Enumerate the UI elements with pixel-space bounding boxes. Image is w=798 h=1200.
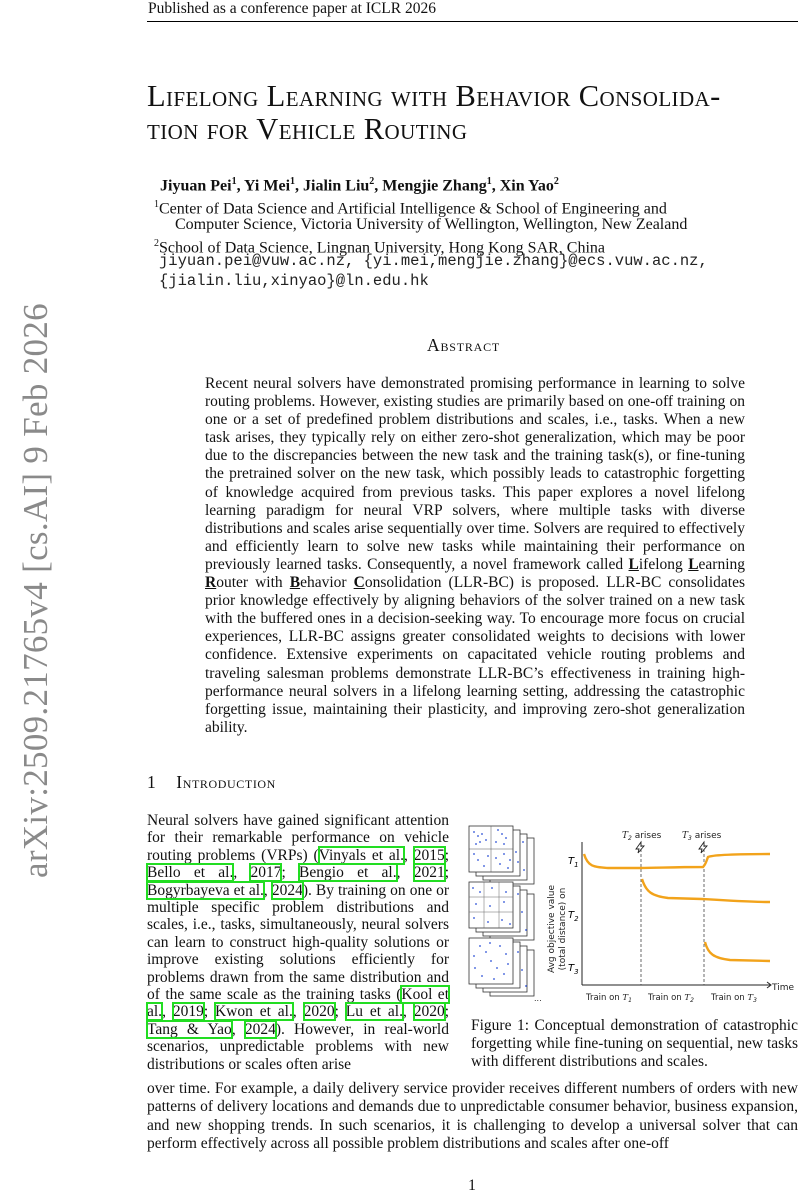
body-text: ; bbox=[444, 1003, 450, 1021]
abstract-text: Recent neural solvers have demonstrated promising performance in learning to solve routing problems. However, existing studies are primarily based on one-off training on one or a set of predefined problem distributions and scales, i.e., tasks. When a new task arises, they typically rely on either zero-shot generalization, which may be poor due to the discrepancies between the new task and the training task(s), or fine-tuning the pretrained solver on the new task, which possibly leads to catastrophic forgetting of knowledge acquired from previous tasks. This paper explores a novel lifelong learning paradigm for neural VRP solvers, where multiple tasks with diverse distributions and scales arise sequentially over time. Solvers are required to effectively and efficiently learn to solve new tasks while maintaining their performance on previously learned tasks. Consequently, a novel framework called bbox=[205, 375, 745, 573]
task-boundaries bbox=[641, 844, 704, 985]
abstract-text: onsolidation bbox=[364, 574, 442, 592]
acronym-letter: C bbox=[353, 574, 365, 592]
citation-link[interactable]: 2020 bbox=[303, 1003, 335, 1021]
section-title: Introduction bbox=[176, 772, 276, 792]
t3-arises-label: $T_3$ arises bbox=[682, 831, 722, 842]
abstract-text: earning bbox=[698, 555, 746, 573]
citation-link[interactable]: Bogyrbayeva et al. bbox=[147, 881, 264, 899]
x-axis-time-label: Time bbox=[772, 983, 795, 993]
affiliation-text: School of Data Science, Lingnan University, Hong Kong SAR, China bbox=[159, 239, 606, 257]
y-axis-label bbox=[547, 885, 568, 974]
affiliation-mark: 1 bbox=[154, 199, 159, 210]
title-line-1: Lifelong Learning with Behavior Consolida- bbox=[147, 79, 721, 113]
acronym-letter: R bbox=[205, 574, 217, 592]
intro-paragraph-continued: over time. For example, a daily delivery service provider receives different numbers of orders with new patterns of delivery locations and demands due to unpredictable consumer behavior, business expansion, and new shopping trends. In such scenarios, it is challenging to develop a universal solver that can perform effectively across all possible problem distributions and scales after one-off bbox=[147, 1080, 798, 1152]
author-name: Jiyuan Pei bbox=[160, 177, 232, 195]
citation-link[interactable]: 2017 bbox=[250, 864, 282, 882]
abstract-text: ifelong bbox=[638, 555, 689, 573]
citation-link[interactable]: Kwon et al. bbox=[214, 1003, 293, 1021]
x-label-train-t3: Train on $T_3$ bbox=[711, 993, 757, 1004]
x-label-train-t2: Train on $T_2$ bbox=[648, 993, 694, 1004]
author-affiliation-mark: 1 bbox=[486, 176, 492, 187]
citation-link[interactable]: Kool et al. bbox=[147, 986, 449, 1021]
author-name: Mengjie Zhang bbox=[382, 177, 487, 195]
page-number: 1 bbox=[468, 1177, 476, 1194]
task-label-t1: $T_1$ bbox=[568, 856, 579, 869]
intro-paragraph: Neural solvers have gained significant attention for their remarkable performance on vehicle routing problems (VRPs) (Vinyals et al., 2015; Bello et al., 2017; Bengio et al., 2021; Bogyrbayeva et al., 2024). By training on one or multiple specific problem distributions and scales, i.e., tasks, simultaneously, neural solvers can learn to construct high-quality solutions or improve existing solutions efficiently for problems drawn from the same distribution and of the same scale as the training tasks (Kool et al., 2019; Kwon et al., 2020; Lu et al., 2020; Tang & Yao, 2024). However, in real-world scenarios, unpredictable problems with new distributions or scales often arise bbox=[147, 812, 450, 1073]
task-label-t3: $T_3$ bbox=[568, 963, 579, 976]
arxiv-identifier: arXiv:2509.21765v4 [cs.AI] 9 Feb 2026 bbox=[16, 303, 55, 878]
citation-link[interactable]: 2020 bbox=[413, 1003, 445, 1021]
body-text: ; bbox=[334, 1003, 346, 1021]
citation-link[interactable]: Bengio et al. bbox=[299, 864, 397, 882]
figure-caption: Figure 1: Conceptual demonstration of catastrophic forgetting while fine-tuning on sequential, new tasks with different distributions and scales. bbox=[471, 1017, 798, 1071]
abstract-text: outer with bbox=[216, 574, 290, 592]
acronym-letter: L bbox=[688, 555, 699, 573]
citation-link[interactable]: 2019 bbox=[172, 1003, 204, 1021]
body-text: ). By training on one or multiple specific problem distributions and scales, i.e., tasks, simultaneously, neural solvers can learn to construct high-quality solutions or improve existing solutions efficiently for problems drawn from the same distribution and of the same scale as the training tasks ( bbox=[147, 881, 449, 1004]
email-line-1: jiyuan.pei@vuw.ac.nz, {yi.mei,mengjie.zhang}@ecs.vuw.ac.nz, bbox=[159, 252, 708, 270]
citation-link[interactable]: Vinyals et al. bbox=[318, 846, 404, 864]
cvrp-instance-stack-3 bbox=[469, 938, 534, 996]
body-text: ; bbox=[444, 864, 450, 882]
citation-link[interactable]: 2021 bbox=[413, 864, 445, 882]
cvrp-instance-stack-2 bbox=[469, 882, 534, 940]
body-text: ; bbox=[444, 846, 449, 864]
affiliation-text: Center of Data Science and Artificial Intelligence & School of Engineering and bbox=[159, 200, 667, 218]
author-list: Jiyuan Pei$^1$, Yi Mei$^1$, Jialin Liu$^2$, Mengjie Zhang$^1$, Xin Yao$^2$ bbox=[160, 176, 559, 195]
author-affiliation-mark: 1 bbox=[290, 176, 296, 187]
author-affiliation-mark: 1 bbox=[231, 176, 237, 187]
section-heading bbox=[147, 772, 276, 793]
author-name: Yi Mei bbox=[243, 177, 291, 195]
performance-curves bbox=[584, 854, 770, 961]
axes bbox=[582, 842, 771, 988]
citation-link[interactable]: 2024 bbox=[244, 1020, 276, 1038]
task-label-t2: $T_2$ bbox=[568, 910, 579, 923]
acronym-letter: B bbox=[289, 574, 301, 592]
affiliation-mark: 2 bbox=[154, 238, 159, 249]
citation-link[interactable]: Tang & Yao bbox=[147, 1020, 232, 1038]
running-header: Published as a conference paper at ICLR 2026 bbox=[148, 0, 436, 17]
y-axis-label-line-2: (total distance) on bbox=[558, 887, 568, 971]
author-name: Xin Yao bbox=[499, 177, 554, 195]
author-affiliation-mark: 2 bbox=[369, 176, 375, 187]
acronym-letter: L bbox=[628, 555, 639, 573]
author-affiliation-mark: 2 bbox=[553, 176, 559, 187]
body-text: ; bbox=[281, 864, 300, 882]
figure-1 bbox=[468, 822, 796, 1010]
citation-link[interactable]: Bello et al. bbox=[147, 864, 234, 882]
author-name: Jialin Liu bbox=[303, 177, 370, 195]
abstract-heading: Abstract bbox=[427, 335, 501, 355]
y-axis-label-line-1: Avg objective value bbox=[547, 884, 557, 974]
title-line-2: tion for Vehicle Routing bbox=[147, 112, 468, 146]
citation-link[interactable]: 2024 bbox=[271, 881, 303, 899]
body-text: ; bbox=[203, 1003, 215, 1021]
abstract-text: ehavior bbox=[300, 574, 354, 592]
abstract-body bbox=[205, 375, 745, 737]
arrival-markers bbox=[636, 842, 707, 853]
affiliation-1-cont: Computer Science, Victoria University of Wellington, Wellington, New Zealand bbox=[175, 216, 688, 233]
abstract-text: (LLR-BC) is proposed. LLR-BC consolidates prior knowledge effectively by aligning behaviors of the solver trained on a new task with the buffered ones in a decision-seeking way. To encourage more focus on crucial experiences, LLR-BC assigns greater consolidated weights to decisions with lower confidence. Extensive experiments on capacitated vehicle routing problems and traveling salesman problems demonstrate LLR-BC’s effectiveness in training high-performance neural solvers in a lifelong learning setting, addressing the catastrophic forgetting issue, maintaining their plasticity, and improving zero-shot generalization ability. bbox=[205, 574, 745, 736]
citation-link[interactable]: Lu et al. bbox=[345, 1003, 403, 1021]
body-text: Neural solvers have gained significant attention for their remarkable performance on vehicle routing problems (VRPs) ( bbox=[147, 812, 449, 864]
t2-arises-label: $T_2$ arises bbox=[622, 831, 662, 842]
section-number: 1 bbox=[147, 772, 157, 792]
body-text: ). However, in real-world scenarios, unpredictable problems with new distributions or scales often arise bbox=[147, 1020, 449, 1073]
cvrp-instance-stack-1 bbox=[469, 826, 534, 884]
paper-title bbox=[147, 80, 798, 146]
header-rule bbox=[147, 21, 798, 22]
citation-link[interactable]: 2015 bbox=[413, 846, 445, 864]
email-line-2: {jialin.liu,xinyao}@ln.edu.hk bbox=[159, 272, 429, 290]
ellipsis-label: ... bbox=[534, 994, 542, 1003]
x-label-train-t1: Train on $T_1$ bbox=[586, 993, 632, 1004]
